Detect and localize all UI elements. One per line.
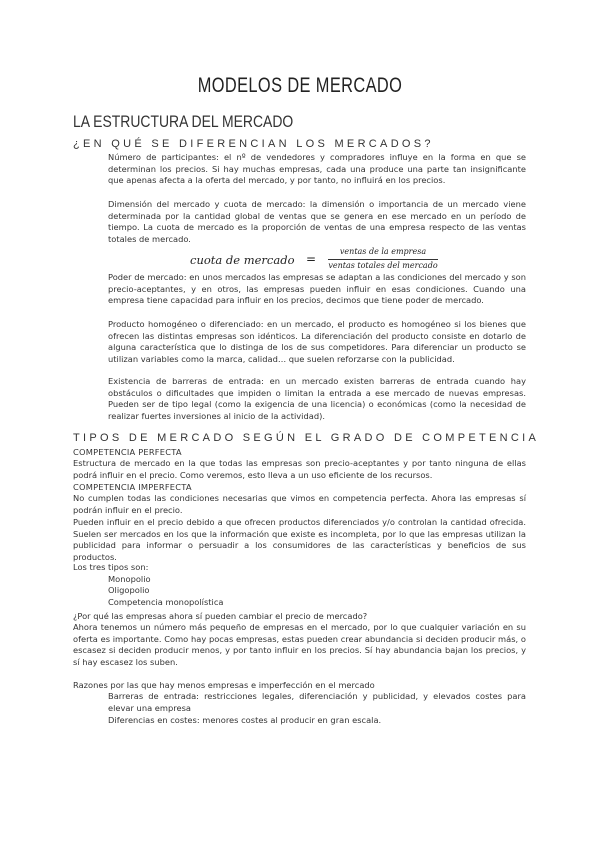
formula-denominator: ventas totales del mercado xyxy=(328,261,438,270)
razones-title: Razones por las que hay menos empresas e imperfección en el mercado xyxy=(73,680,375,690)
paragraph-participantes: Número de participantes: el nº de vendedores y compradores influye en la forma en que se determinan los precios. Si hay muchas empresas, cada una produce una parte tan insignificante que apenas afecta a la oferta del mercado, y por tanto, no influirá en los precios. xyxy=(108,152,526,186)
section-heading-estructura: LA ESTRUCTURA DEL MERCADO xyxy=(73,112,294,131)
paragraph-imperfecta-2: Pueden influir en el precio debido a que ofrecen productos diferenciados y/o controlan la cantidad ofrecida. Suelen ser mercados en los que la información que existe es incompleta, por lo que las empresas utilizan la publicidad para informar o persuadir a los consumidores de las características y beneficios de sus productos. xyxy=(73,517,526,562)
subheading-tipos: TIPOS DE MERCADO SEGÚN EL GRADO DE COMPETENCIA xyxy=(73,432,540,444)
paragraph-precio: Ahora tenemos un número más pequeño de empresas en el mercado, por lo que cualquier variación en su oferta es importante. Como hay pocas empresas, estas pueden crear abundancia si deciden producir más, o escasez si deciden producir menos, y por tanto influir en los precios. Sí hay abundancia bajan los precios, y sí hay escasez los suben. xyxy=(73,622,526,667)
fraction-bar xyxy=(328,259,438,260)
paragraph-poder: Poder de mercado: en unos mercados las empresas se adaptan a las condiciones del mercado y son precio-aceptantes, y en otros, las empresas pueden influir en esas condiciones. Cuando una empresa tiene capacidad para influir en los precios, decimos que tiene poder de mercado. xyxy=(108,272,526,306)
list-item: Oligopolio xyxy=(108,585,150,595)
razon-barreras: Barreras de entrada: restricciones legales, diferenciación y publicidad, y elevados costes para elevar una empresa xyxy=(108,691,526,713)
list-item: Monopolio xyxy=(108,574,151,584)
paragraph-dimension: Dimensión del mercado y cuota de mercado: la dimensión o importancia de un mercado viene determinada por la cantidad global de ventas que se genera en ese mercado en un período de tiempo. La cuota de mercado es la proporción de ventas de una empresa respecto de las ventas totales de mercado. xyxy=(108,199,526,244)
competencia-imperfecta-title: COMPETENCIA IMPERFECTA xyxy=(73,482,192,492)
subheading-diferencias: ¿EN QUÉ SE DIFERENCIAN LOS MERCADOS? xyxy=(73,138,434,150)
question-precio: ¿Por qué las empresas ahora sí pueden cambiar el precio de mercado? xyxy=(73,611,368,621)
tipos-intro: Los tres tipos son: xyxy=(73,562,149,572)
formula-lhs: cuota de mercado xyxy=(190,253,295,267)
formula-cuota-mercado xyxy=(190,247,450,275)
page-title: MODELOS DE MERCADO xyxy=(197,74,403,97)
formula-equals: = xyxy=(306,252,317,266)
formula-numerator: ventas de la empresa xyxy=(339,247,427,256)
paragraph-perfecta: Estructura de mercado en la que todas las empresas son precio-aceptantes y por tanto ninguna de ellas podrá influir en el precio. Como veremos, esto lleva a un uso eficiente de los recursos. xyxy=(73,458,526,480)
competencia-perfecta-title: COMPETENCIA PERFECTA xyxy=(73,447,182,457)
paragraph-barreras: Existencia de barreras de entrada: en un mercado existen barreras de entrada cuando hay obstáculos o dificultades que impiden o limitan la entrada a ese mercado de nuevas empresas. Pueden ser de tipo legal (como la exigencia de una licencia) o económicas (como la necesidad de realizar fuertes inversiones al inicio de la actividad). xyxy=(108,376,526,421)
paragraph-producto: Producto homogéneo o diferenciado: en un mercado, el producto es homogéneo si los bienes que ofrecen las distintas empresas son idénticos. La diferenciación del producto consiste en dotarlo de alguna característica que lo distinga de los de sus competidores. Para diferenciar un producto se utilizan variables como la marca, calidad… que suelen reforzarse con la publicidad. xyxy=(108,319,526,364)
razon-costes: Diferencias en costes: menores costes al producir en gran escala. xyxy=(108,715,382,725)
paragraph-imperfecta-1: No cumplen todas las condiciones necesarias que vimos en competencia perfecta. Ahora las empresas sí podrán influir en el precio. xyxy=(73,493,526,515)
list-item: Competencia monopolística xyxy=(108,597,224,607)
